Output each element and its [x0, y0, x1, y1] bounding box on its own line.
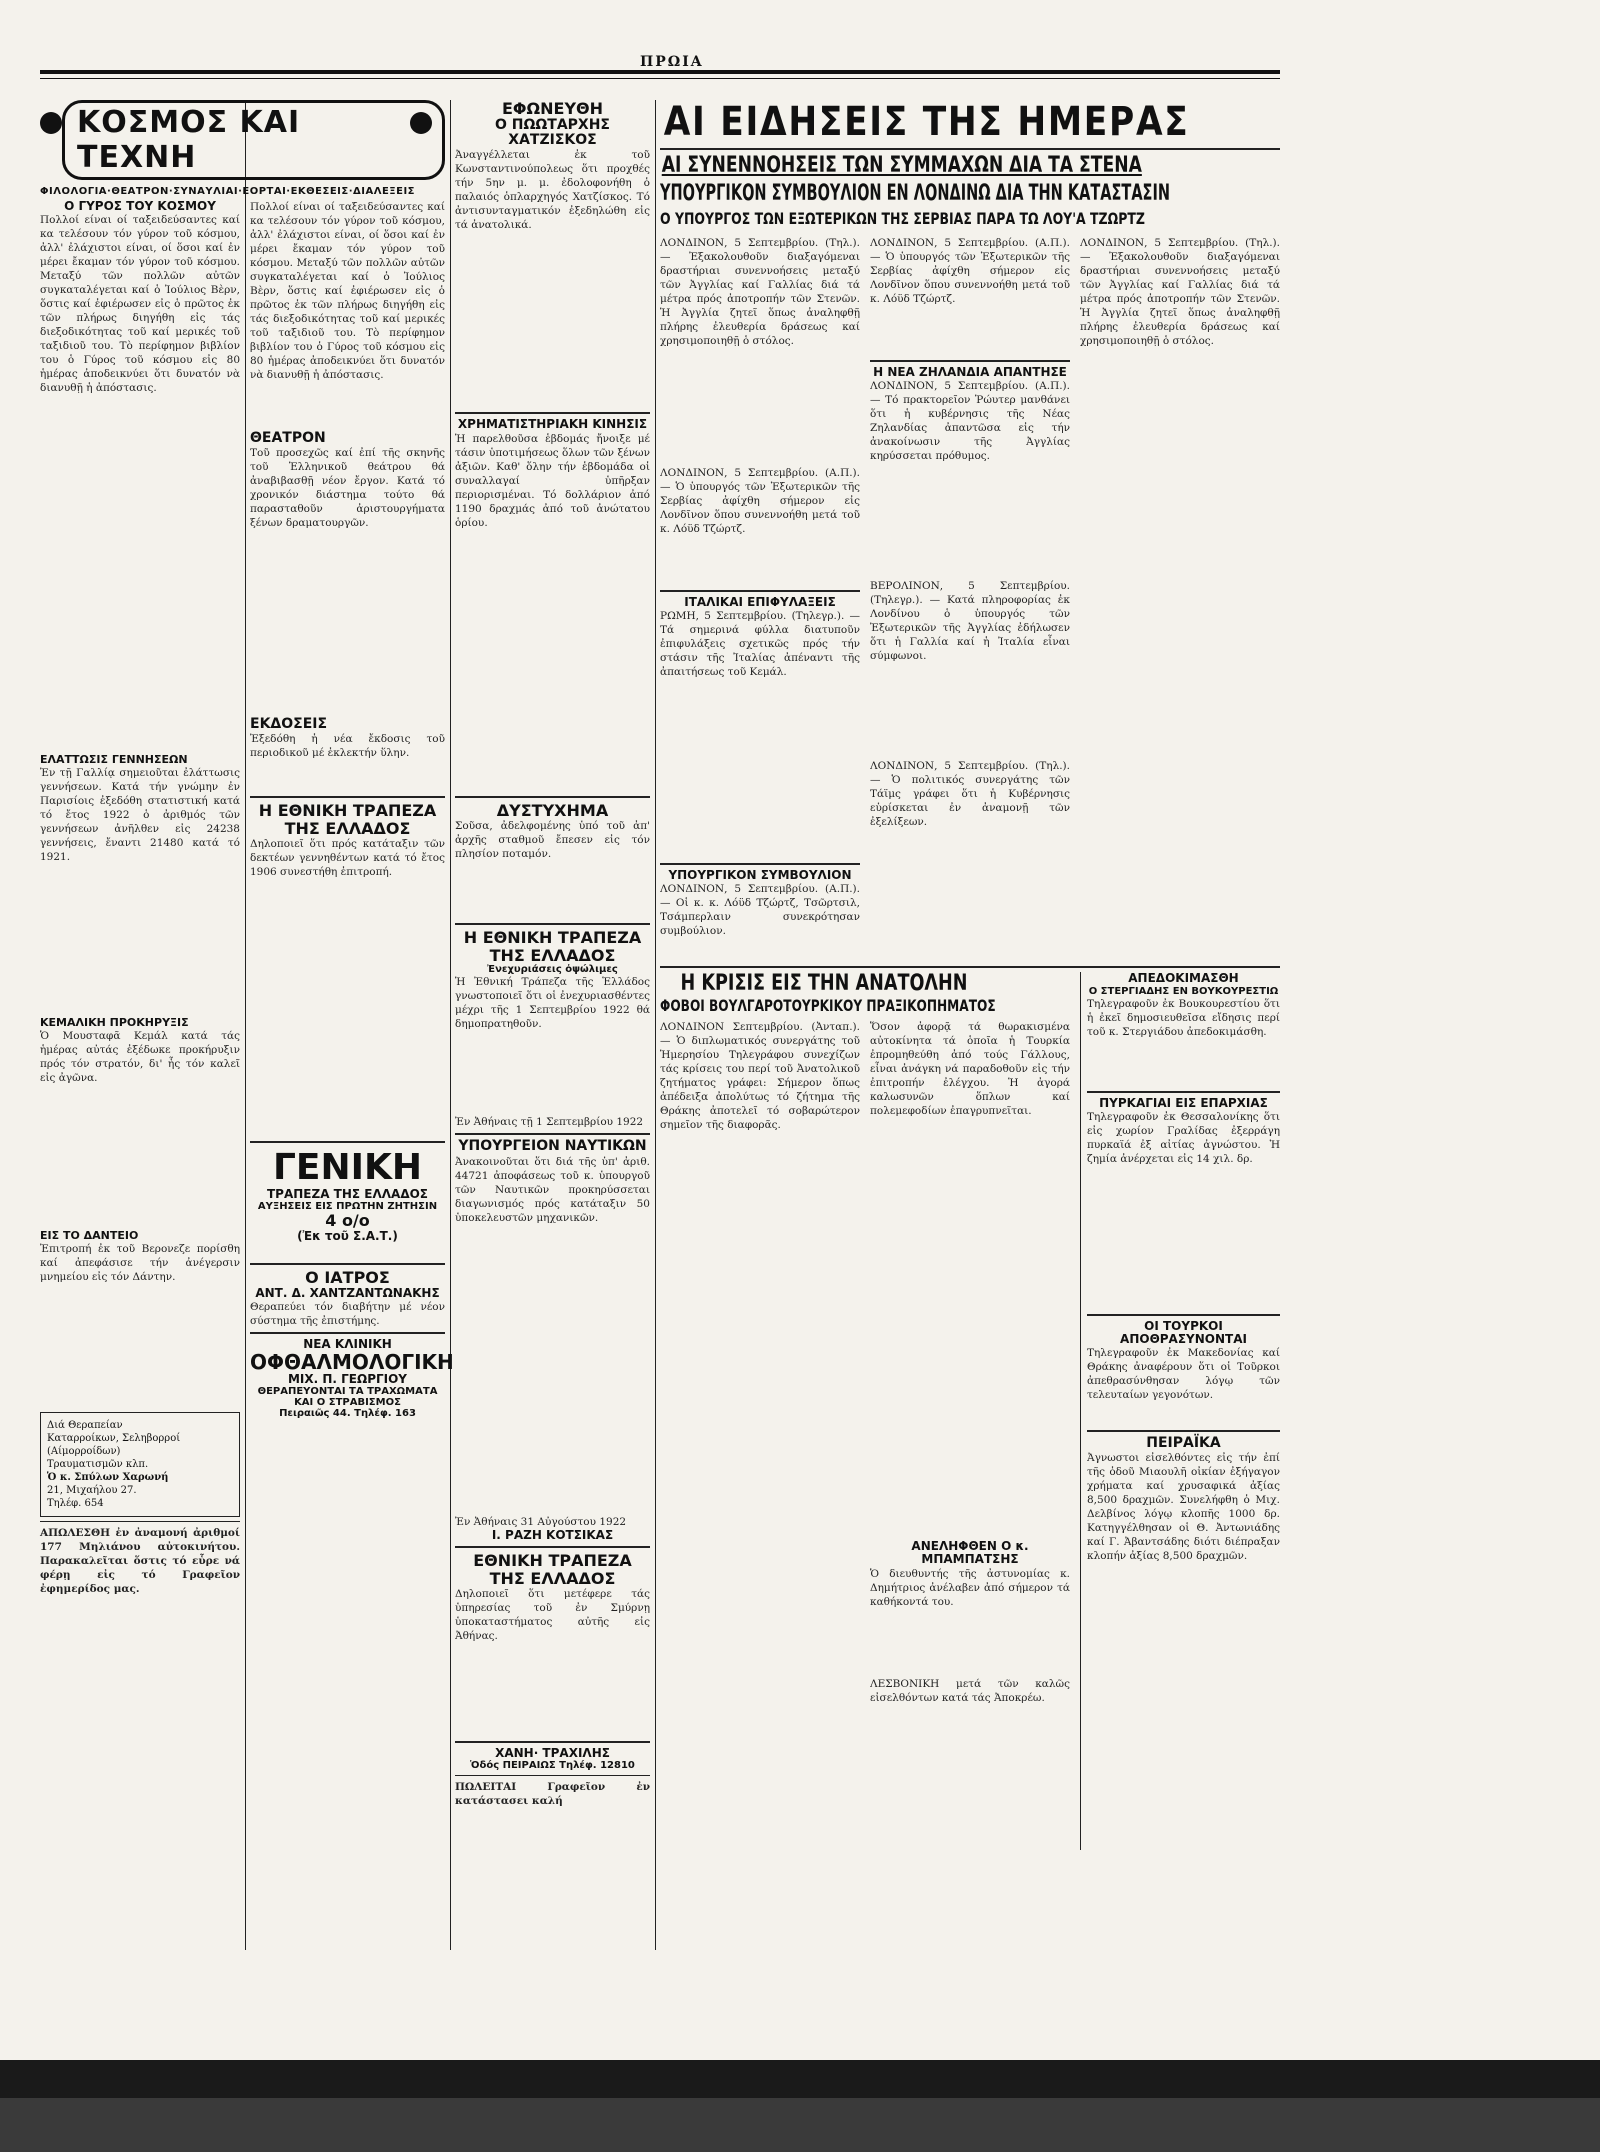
ad-line: Καταρροίκων, Σεληβορροί (Αίμορροίδων) — [47, 1433, 181, 1458]
crisis-article — [660, 972, 1070, 1850]
news-heading: Η ΝΕΑ ΖΗΛΑΝΔΙΑ ΑΠΑΝΤΗΣΕ — [873, 364, 1067, 379]
article-body: Ὁ Μουσταφᾶ Κεμάλ κατά τάς ἡμέρας αὐτάς ἐξέδωκε προκήρυξιν πρός τόν στρατόν, δι' ἧς τόν καλεῖ εἰς ἀγῶνα. — [40, 1030, 240, 1085]
news-item: ΛΟΝΔΙΝΟΝ, 5 Σεπτεμβρίου. (Τηλ.). — Ἐξακολουθοῦν διαξαγόμεναι δραστήριαι συνεννοήσεις μεταξύ τῶν Ἀγγλίας καί Γαλλίας διά τά μέτρα πρός ἀποτροπήν τῶν Στενῶν. Ἡ Ἀγγλία ζητεῖ ὅπως ἀναληφθῇ πλήρης ἐλευθερία δράσεως καί χρησιμοποιηθῇ ὁ στόλος. — [660, 236, 860, 347]
ad-line: Τραυματισμῶν κλπ. — [47, 1459, 149, 1471]
masthead-rule-thin — [40, 78, 1280, 79]
article-heading: ΚΕΜΑΛΙΚΗ ΠΡΟΚΗΡΥΞΙΣ — [40, 1016, 189, 1030]
news-item: ΛΟΝΔΙΝΟΝ, 5 Σεπτεμβρίου. (Τηλ.). — Ἐξακολουθοῦν διαξαγόμεναι δραστήριαι συνεννοήσεις μεταξύ τῶν Ἀγγλίας καί Γαλλίας διά τά μέτρα πρός ἀποτροπήν τῶν Στενῶν. Ἡ Ἀγγλία ζητεῖ ὅπως ἀναληφθῇ πλήρης ἐλευθερία δράσεως καί χρησιμοποιηθῇ ὁ στόλος. — [1080, 236, 1280, 347]
news-item: Τηλεγραφοῦν ἐκ Μακεδονίας καί Θράκης ἀναφέρουν ὅτι οἱ Τοῦρκοι ἀπεθρασύνθησαν λόγῳ τῶν τελευταίων γεγονότων. — [1087, 1347, 1280, 1402]
news-subheading: Ο ΣΤΕΡΓΙΑΔΗΣ ΕΝ ΒΟΥΚΟΥΡΕΣΤΙΩ — [1088, 985, 1279, 997]
scan-border — [0, 2098, 1600, 2152]
clinic-text: ΘΕΡΑΠΕΥΟΝΤΑΙ ΤΑ ΤΡΑΧΩΜΑΤΑ ΚΑΙ Ο ΣΤΡΑΒΙΣΜΟΣ — [257, 1386, 438, 1409]
news-item: ΡΩΜΗ, 5 Σεπτεμβρίου. (Τηλεγρ.). — Τά σημερινά φύλλα διατυποῦν ἐπιφυλάξεις σχετικῶς πρός τήν στάσιν τῆς Ἰταλίας ἀπέναντι τῆς ἀπαιτήσεως τοῦ Κεμάλ. — [660, 610, 860, 679]
news-heading: ΑΠΕΔΟΚΙΜΑΣΘΗ — [1128, 971, 1239, 986]
lower-news — [660, 972, 1280, 1850]
article-body: Τοῦ προσεχῶς καί ἐπί τῆς σκηνῆς τοῦ Ἑλληνικοῦ θεάτρου θά ἀναβιβασθῇ νέον ἔργον. Κατά τό χρονικόν διάστημα τούτο θά παρασταθοῦν ἀριστουργήματα ξένων δραματουργῶν. — [250, 447, 445, 529]
news-item: ΛΟΝΔΙΝΟΝ, 5 Σεπτεμβρίου. (Α.Π.). — Ὁ ὑπουργός τῶν Ἐξωτερικῶν τῆς Σερβίας ἀφίχθη σήμερον εἰς Λονδῖνον ὅπου συνεννοήθη μετά τοῦ κ. Λόϋδ Τζώρτζ. — [870, 236, 1070, 305]
article-body: Ἀνακοινοῦται ὅτι διά τῆς ὑπ' ἀριθ. 44721 ἀποφάσεως τοῦ κ. ὑπουργοῦ τῶν Ναυτικῶν προκηρύσσεται διαγωνισμός πρός κατάταξιν 50 ὑποκελευστῶν μηχανικῶν. — [455, 1155, 650, 1224]
headline: ΥΠΟΥΡΓΙΚΟΝ ΣΥΜΒΟΥΛΙΟΝ ΕΝ ΛΟΝΔΙΝΩ ΔΙΑ ΤΗΝ ΚΑΤΑΣΤΑΣΙΝ — [660, 181, 1171, 207]
headline: Ο ΥΠΟΥΡΓΟΣ ΤΩΝ ΕΞΩΤΕΡΙΚΩΝ ΤΗΣ ΣΕΡΒΙΑΣ ΠΑΡΑ ΤΩ ΛΟΥ'Α ΤΖΩΡΤΖ — [660, 209, 1145, 229]
ad-heading: ΧΑΝΗ· ΤΡΑΧΙΛΗΣ — [495, 1746, 610, 1761]
news-item: ΛΟΝΔΙΝΟΝ, 5 Σεπτεμβρίου. (Α.Π.). — Ὁ ὑπουργός τῶν Ἐξωτερικῶν τῆς Σερβίας ἀφίχθη σήμερον εἰς Λονδῖνον ὅπου συνεννοήθη μετά τοῦ κ. Λόϋδ Τζώρτζ. — [660, 466, 860, 535]
news-item: ΛΟΝΔΙΝΟΝ Σεπτεμβρίου. (Ἀνταπ.). — Ὁ διπλωματικός συνεργάτης τοῦ Ἡμερησίου Τηλεγράφου συνεχίζων τάς κρίσεις του περί τοῦ Ἀνατολικοῦ ζητήματος γράφει: Σήμερον ὅπως ἀπέδειξα ἀπολύτως τό ζήτημα τῆς Θράκης ἀποτελεῖ τό σοβαρώτερον σημεῖον τῆς διαφορᾶς. — [660, 1021, 860, 1132]
geniki-rate: 4 o/o — [325, 1211, 370, 1231]
article-date: Ἐν Ἀθήναις 31 Αὐγούστου 1922 — [455, 1515, 627, 1528]
news-item: Τηλεγραφοῦν ἐκ Θεσσαλονίκης ὅτι εἰς χωρίον Γραλίδας ἐξερράγη πυρκαϊά ἐξ αἰτίας ἀγνώστου. Ἡ ζημία ἀνέρχεται εἰς 14 χιλ. δρ. — [1087, 1110, 1280, 1165]
headline: Η ΚΡΙΣΙΣ ΕΙΣ ΤΗΝ ΑΝΑΤΟΛΗΝ — [680, 971, 968, 997]
article-body: Ἐν τῇ Γαλλίᾳ σημειοῦται ἐλάττωσις γεννήσεων. Κατά τήν γνώμην ἐν Παρισίοις ἐξεδόθη στατιστική κατά τό ἔτος 1922 ὁ ἀριθμός τῶν γεννήσεων ἀνῆλθεν εἰς 24238 γεννήσεις, ἔναντι 21480 κατά τό 1921. — [40, 767, 240, 864]
geniki-line: ΑΥΞΗΣΕΙΣ ΕΙΣ ΠΡΩΤΗΝ ΖΗΤΗΣΙΝ — [257, 1201, 438, 1213]
article-body: Ἀναγγέλλεται ἐκ τοῦ Κωνσταντινούπολεως ὅτι προχθές τήν 5ην μ. μ. ἐδολοφονήθη ὁ παλαιός ὁπλαρχηγός Χατζίσκος. Τό ἀντισυνταγματικόν ἐξεδηλώθη εἰς τά ἀνατολικά. — [455, 149, 650, 232]
column-rule — [655, 100, 656, 1950]
article-body: Πολλοί είναι οί ταξειδεύσαντες καί κα τελέσουν τόν γύρον τοῦ κόσμου, ἀλλ' ἐλάχιστοι είναι, οί ὅσοι καί ἐν μέρει ἔκαμαν τόν γύρον τοῦ κόσμου. Μεταξύ τῶν πολλῶν αὐτῶν συγκαταλέγεται καί ὁ Ἰούλιος Βὲρν, ὅστις καί ἐφιέρωσεν εἰς ὁ πρῶτος ἐκ τῶν πλήρως διηγήθη εἰς τάς διεξοδικότητας τοῦ καί μερικές τοῦ ταξιδιοῦ του. Τὸ περίφημον βιβλίον του ὁ Γύρος τοῦ κόσμου εἰς 80 ἡμέρας ἀποδεικνύει ὅτι δυνατόν νὰ διανυθῇ ἡ ἀπόστασις. — [40, 214, 240, 395]
column-rule — [450, 100, 451, 1950]
article-body: Πολλοί είναι οί ταξειδεύσαντες καί κα τελέσουν τόν γύρον τοῦ κόσμου, ἀλλ' ἐλάχιστοι είναι, οί ὅσοι καί ἐν μέρει ἔκαμαν τόν γύρον τοῦ κόσμου. Μεταξύ τῶν πολλῶν αὐτῶν συγκαταλέγεται καί ὁ Ἰούλιος Βὲρν, ὅστις καί ἐφιέρωσεν εἰς ὁ πρῶτος ἐκ τῶν πλήρως διηγήθη εἰς τάς διεξοδικότητας τοῦ καί μερικές τοῦ ταξιδιοῦ του. Τὸ περίφημον βιβλίον του ὁ Γύρος τοῦ κόσμου εἰς 80 ἡμέρας ἀποδεικνύει ὅτι δυνατόν νὰ διανυθῇ ἡ ἀπόστασις. — [250, 201, 445, 381]
section-subtitle: ΦΙΛΟΛΟΓΙΑ·ΘΕΑΤΡΟΝ·ΣΥΝΑΥΛΙΑΙ·ΕΟΡΤΑΙ·ΕΚΘΕΣΕΙΣ·ΔΙΑΛΕΞΕΙΣ — [40, 186, 416, 197]
clinic-address: Πειραιῶς 44. Τηλέφ. 163 — [279, 1408, 416, 1420]
news-column — [1080, 236, 1280, 962]
column-2 — [455, 100, 650, 1808]
article-heading: Ο ΓΥΡΟΣ ΤΟΥ ΚΟΣΜΟΥ — [64, 199, 216, 213]
geniki-ref: (Ἐκ τοῦ Σ.Α.Τ.) — [297, 1228, 398, 1243]
bank-title: ΕΘΝΙΚΗ ΤΡΑΠΕΖΑ ΤΗΣ ΕΛΛΑΔΟΣ — [473, 1550, 632, 1588]
headline: ΑΙ ΣΥΝΕΝΝΟΗΣΕΙΣ ΤΩΝ ΣΥΜΜΑΧΩΝ ΔΙΑ ΤΑ ΣΤΕΝΑ — [661, 153, 1142, 178]
bank-title: Η ΕΘΝΙΚΗ ΤΡΑΠΕΖΑ ΤΗΣ ΕΛΛΑΔΟΣ — [258, 801, 437, 838]
ad-line: 21, Μιχαήλου 27. — [47, 1485, 137, 1497]
column-rule — [245, 100, 246, 1950]
news-item: Ἀγνωστοι εἰσελθόντες εἰς τήν ἐπί τῆς ὁδοῦ Μιαουλῆ οἰκίαν ἐξήγαγον χρήματα καί χρυσαφικά ἀξίας 8,500 δραχμῶν. Συνελήφθη ὁ Μιχ. Δελβίνος λόγῳ κλοπῆς 1000 δρ. Κατηγγέλθησαν οἱ Θ. Ἀντωνιάδης καί Γ. Ἀβαντσάδης διότι διέπραξαν κλοπήν ἀξίας 8,500 δραχμῶν. — [1087, 1452, 1280, 1563]
doctor-heading: Ο ΙΑΤΡΟΣ — [305, 1268, 390, 1288]
bank-notice: Δηλοποιεῖ ὅτι μετέφερε τάς ὑπηρεσίας τοῦ ἐν Σμύρνῃ ὑποκαταστήματος αὐτῆς εἰς Ἀθήνας. — [455, 1588, 650, 1643]
right-news — [1080, 972, 1280, 1850]
news-item: ΛΕΣΒΟΝΙΚΗ μετά τῶν καλῶς εἰσελθόντων κατά τάς Ἀποκρέω. — [870, 1677, 1070, 1704]
article-body: Σοῦσα, ἀδελφομένης ὑπό τοῦ ἀπ' ἀρχῆς σταθμοῦ ἔπεσεν εἰς τόν πλησίον ποταμόν. — [455, 820, 650, 861]
news-item: ΛΟΝΔΙΝΟΝ, 5 Σεπτεμβρίου. (Τηλ.). — Ὁ πολιτικός συνεργάτης τῶν Τάϊμς γράφει ὅτι ἡ Κυβέρνησις εὑρίσκεται ἐν ἀναμονῇ τῶν ἐξελίξεων. — [870, 760, 1070, 829]
masthead-rule — [40, 70, 1280, 74]
news-item: ΛΟΝΔΙΝΟΝ, 5 Σεπτεμβρίου. (Α.Π.). — Τό πρακτορεῖον Ῥώυτερ μανθάνει ὅτι ἡ κυβέρνησις τῆς Νέας Ζηλανδίας ἀπαντῶσα εἰς τήν ἀνακοίνωσιν τῆς Ἀγγλίας κηρύσσεται πρόθυμος. — [870, 380, 1070, 463]
section-title: ΚΟΣΜΟΣ ΚΑΙ ΤΕΧΝΗ — [62, 100, 445, 180]
news-heading: ΥΠΟΥΡΓΙΚΟΝ ΣΥΜΒΟΥΛΙΟΝ — [668, 868, 852, 883]
article-heading: Ο ΠΩΩΤΑΡΧΗΣ ΧΑΤΖΙΣΚΟΣ — [494, 116, 610, 148]
article-heading: ΔΥΣΤΥΧΗΜΑ — [496, 800, 609, 820]
ad-line: Διά Θεραπείαν — [47, 1420, 123, 1432]
subheadline: ΦΟΒΟΙ ΒΟΥΛΓΑΡΟΤΟΥΡΚΙΚΟΥ ΠΡΑΞΙΚΟΠΗΜΑΤΟΣ — [660, 995, 996, 1015]
article-heading: ΥΠΟΥΡΓΕΙΟΝ ΝΑΥΤΙΚΩΝ — [458, 1138, 647, 1155]
newspaper-page — [40, 54, 1280, 1950]
ad-line: ΠΩΛΕΙΤΑΙ Γραφεῖον ἐν κατάστασει καλή — [455, 1781, 650, 1808]
ornament-dot — [40, 112, 62, 134]
doctor-name: ΑΝΤ. Δ. ΧΑΝΤΖΑΝΤΩΝΑΚΗΣ — [255, 1285, 440, 1300]
article-body: Ἐπιτροπή ἐκ τοῦ Βερονεζε πορίσθη καί ἀπεφάσισε τήν ἀνέγερσιν μνημείου εἰς τόν Δάντην. — [40, 1243, 240, 1284]
advertisement — [40, 1412, 240, 1517]
masthead: ΠΡΩΙΑ — [640, 54, 704, 70]
culture-section — [40, 100, 445, 197]
bank-title: Η ΕΘΝΙΚΗ ΤΡΑΠΕΖΑ ΤΗΣ ΕΛΛΑΔΟΣ — [463, 928, 642, 965]
article-heading: ΕΚΔΟΣΕΙΣ — [250, 716, 328, 732]
news-heading: ΙΤΑΛΙΚΑΙ ΕΠΙΦΥΛΑΞΕΙΣ — [684, 594, 836, 609]
news-heading: ΠΥΡΚΑΓΙΑΙ ΕΙΣ ΕΠΑΡΧΙΑΣ — [1099, 1095, 1268, 1110]
bank-subtitle: Ἐνεχυριάσεις ὀψώλιμες — [487, 964, 618, 976]
bank-notice: Ἡ Ἐθνική Τράπεζα τῆς Ἑλλάδος γνωστοποιεῖ ὅτι οἱ ἐνεχυριασθέντες μέχρι τῆς 1 Σεπτεμβρίου 1922 θά δημοπρατηθοῦν. — [455, 976, 650, 1031]
news-columns — [660, 236, 1280, 962]
news-item: ΛΟΝΔΙΝΟΝ, 5 Σεπτεμβρίου. (Α.Π.). — Οἱ κ. κ. Λόϋδ Τζώρτζ, Τσῶρτσιλ, Τσάμπερλαιν συνεκρότησαν συμβούλιον. — [660, 883, 860, 938]
geniki-subtitle: ΤΡΑΠΕΖΑ ΤΗΣ ΕΛΛΑΔΟΣ — [266, 1187, 429, 1202]
article-heading: ΕΙΣ ΤΟ ΔΑΝΤΕΙΟ — [40, 1229, 139, 1243]
article-signature: Ι. ΡΑΖΗ ΚΟΤΣΙΚΑΣ — [491, 1527, 614, 1542]
bank-date: Ἐν Ἀθήναις τῇ 1 Σεπτεμβρίου 1922 — [455, 1116, 644, 1129]
geniki-title: ΓΕΝΙΚΗ — [272, 1147, 423, 1189]
clinic-name: ΟΦΘΑΛΜΟΛΟΓΙΚΗ — [250, 1350, 454, 1375]
doctor-text: Θεραπεύει τόν διαβήτην μέ νέον σύστημα τῆς ἐπιστήμης. — [250, 1300, 445, 1327]
news-heading: ΠΕΙΡΑΪΚΑ — [1146, 1435, 1221, 1452]
ad-line: Ὁ κ. Σπύλων Χαρωνή — [47, 1472, 169, 1484]
article-heading: ΘΕΑΤΡΟΝ — [250, 430, 326, 446]
column-1b — [250, 200, 454, 1420]
clinic-title: ΝΕΑ ΚΛΙΝΙΚΗ — [303, 1336, 392, 1351]
news-column — [660, 236, 860, 962]
article-heading: ΕΛΑΤΤΩΣΙΣ ΓΕΝΝΗΣΕΩΝ — [40, 753, 188, 767]
news-column — [870, 236, 1070, 962]
news-of-the-day — [660, 100, 1280, 1850]
article-body: Ἡ παρελθοῦσα ἑβδομάς ἤνοιξε μέ τάσιν ὑποτιμήσεως ὅλων τῶν ξένων ἀξιῶν. Καθ' ὅλην τήν ἑβδομάδα οἱ συναλλαγαί ὑπῆρξαν περιορισμέναι. Τό δολλάριον ἀπό 1190 δραχμάς ἀπό τοῦ ἀνώτατου ὁρίου. — [455, 432, 650, 529]
banner-headline: ΑΙ ΕΙΔΗΣΕΙΣ ΤΗΣ ΗΜΕΡΑΣ — [663, 99, 1190, 145]
news-item: Ὁ διευθυντής τῆς ἀστυνομίας κ. Δημήτριος ἀνέλαβεν ἀπό σήμερον τά καθήκοντά του. — [870, 1567, 1070, 1608]
news-heading: ΑΝΕΛΗΦΘΕΝ Ο κ. ΜΠΑΜΠΑΤΣΗΣ — [911, 1539, 1029, 1567]
article-body: Ἐξεδόθη ἡ νέα ἔκδοσις τοῦ περιοδικοῦ μέ ἐκλεκτήν ὕλην. — [250, 733, 445, 759]
column-1a — [40, 200, 240, 1596]
ad-line: Τηλέφ. 654 — [47, 1498, 104, 1510]
news-item: ΒΕΡΟΛΙΝΟΝ, 5 Σεπτεμβρίου. (Τηλεγρ.). — Κατά πληροφορίας ἐκ Λονδίνου ὁ ὑπουργός τῶν Ἐξωτερικῶν τῆς Ἀγγλίας ἐδήλωσεν ὅτι ἡ Γαλλία καί ἡ Ἰταλία εἶναι σύμφωνοι. — [870, 580, 1070, 663]
article-heading: ΧΡΗΜΑΤΙΣΤΗΡΙΑΚΗ ΚΙΝΗΣΙΣ — [457, 417, 648, 432]
news-item: Τηλεγραφοῦν ἐκ Βουκουρεστίου ὅτι ἡ ἐκεῖ δημοσιευθεῖσα εἴδησις περί τοῦ κ. Στεργιάδου ἀπεδοκιμάσθη. — [1087, 997, 1280, 1038]
news-item: Ὅσον ἀφορᾷ τά θωρακισμένα αὐτοκίνητα τά ὁποῖα ἡ Τουρκία ἐπρομηθεύθη ἀπό τούς Γάλλους, εἶναι ἀνάγκη νά παραδοθοῦν εἰς τήν ἐπιτροπήν ἐλέγχου. Ἡ ἀγορά καλωσυνῶν ὅπλων καί πολεμεφοδίων ἐπαγρυπνεῖται. — [870, 1021, 1070, 1118]
article-heading: ΕΦΩΝΕΥΘΗ — [501, 99, 604, 118]
ornament-dot — [410, 112, 432, 134]
bank-notice: Δηλοποιεῖ ὅτι πρός κατάταξιν τῶν δεκτέων γεννηθέντων κατά τό ἔτος 1906 συνεστήθη ἐπιτροπή. — [250, 838, 445, 879]
ad-line: Ὁδός ΠΕΙΡΑΙΩΣ Τηλέφ. 12810 — [470, 1760, 635, 1772]
clinic-doctor: ΜΙΧ. Π. ΓΕΩΡΓΙΟΥ — [287, 1372, 407, 1387]
news-heading: ΟΙ ΤΟΥΡΚΟΙ ΑΠΟΘΡΑΣΥΝΟΝΤΑΙ — [1120, 1318, 1247, 1346]
lost-notice: ΑΠΩΛΕΣΘΗ ἐν ἀναμονή ἀριθμοί 177 Μηλιάνου αὐτοκινήτου. Παρακαλεῖται ὅστις τό εὗρε νά φέρῃ εἰς τό Γραφεῖον ἐφημερίδος μας. — [40, 1527, 240, 1596]
